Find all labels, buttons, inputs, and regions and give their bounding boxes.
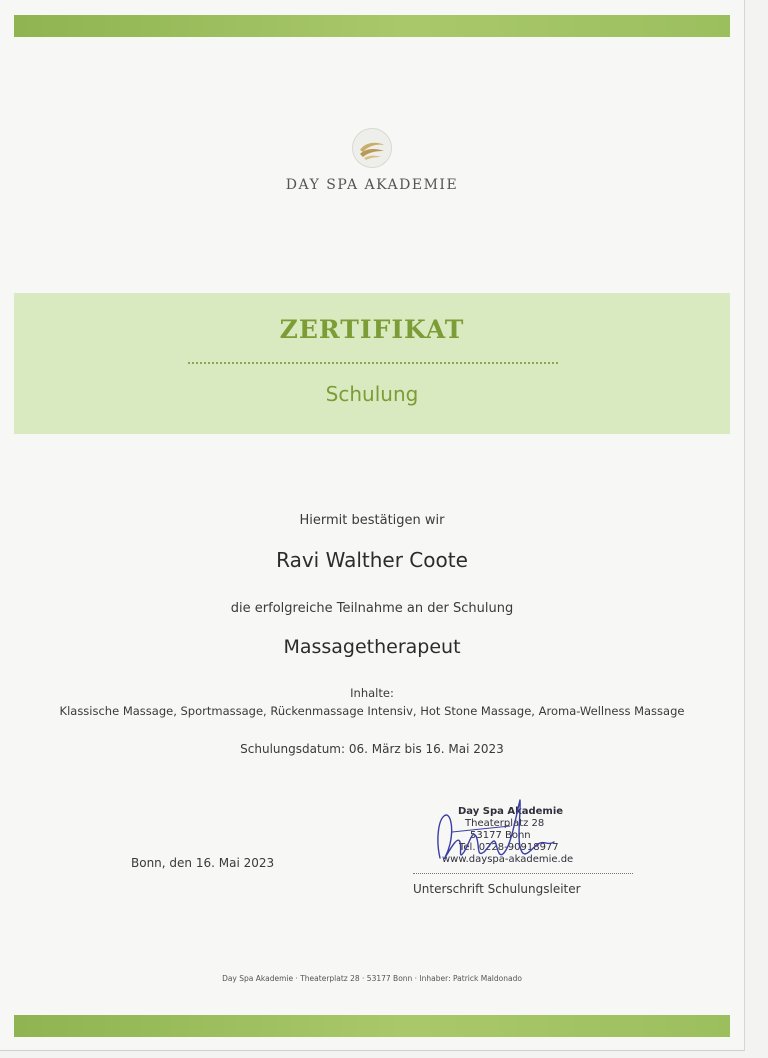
stamp-line: Day Spa Akademie (458, 806, 564, 817)
bottom-accent-bar (14, 1015, 730, 1037)
stamp-line: 53177 Bonn (470, 830, 531, 841)
handwritten-signature (430, 796, 575, 876)
signature-line (413, 873, 633, 874)
top-accent-bar (14, 15, 730, 37)
contents-label: Inhalte: (350, 686, 394, 700)
confirmation-text: Hiermit bestätigen wir (299, 513, 445, 528)
leaf-emblem-icon (351, 127, 393, 169)
stamp-line: Theaterplatz 28 (465, 818, 545, 829)
certificate-title: ZERTIFIKAT (279, 315, 465, 344)
place-date: Bonn, den 16. Mai 2023 (131, 856, 275, 870)
stamp-line: www.dayspa-akademie.de (442, 854, 574, 865)
course-name: Massagetherapeut (283, 636, 461, 658)
certificate-subtitle: Schulung (325, 382, 419, 406)
participation-text: die erfolgreiche Teilnahme an der Schulung (230, 601, 514, 616)
footer-address: Day Spa Akademie · Theaterplatz 28 · 53177 Bonn · Inhaber: Patrick Maldonado (222, 974, 522, 983)
contents-list: Klassische Massage, Sportmassage, Rückenmassage Intensiv, Hot Stone Massage, Aroma-Wellness Massage (59, 704, 685, 718)
signature-label: Unterschrift Schulungsleiter (413, 882, 581, 896)
training-dates: Schulungsdatum: 06. März bis 16. Mai 2023 (240, 742, 504, 756)
title-banner (14, 293, 730, 434)
stamp-line: Tel. 0228-90918977 (459, 842, 559, 853)
participant-name: Ravi Walther Coote (276, 548, 468, 572)
dotted-divider (188, 362, 558, 364)
academy-name: DAY SPA AKADEMIE (285, 177, 459, 193)
